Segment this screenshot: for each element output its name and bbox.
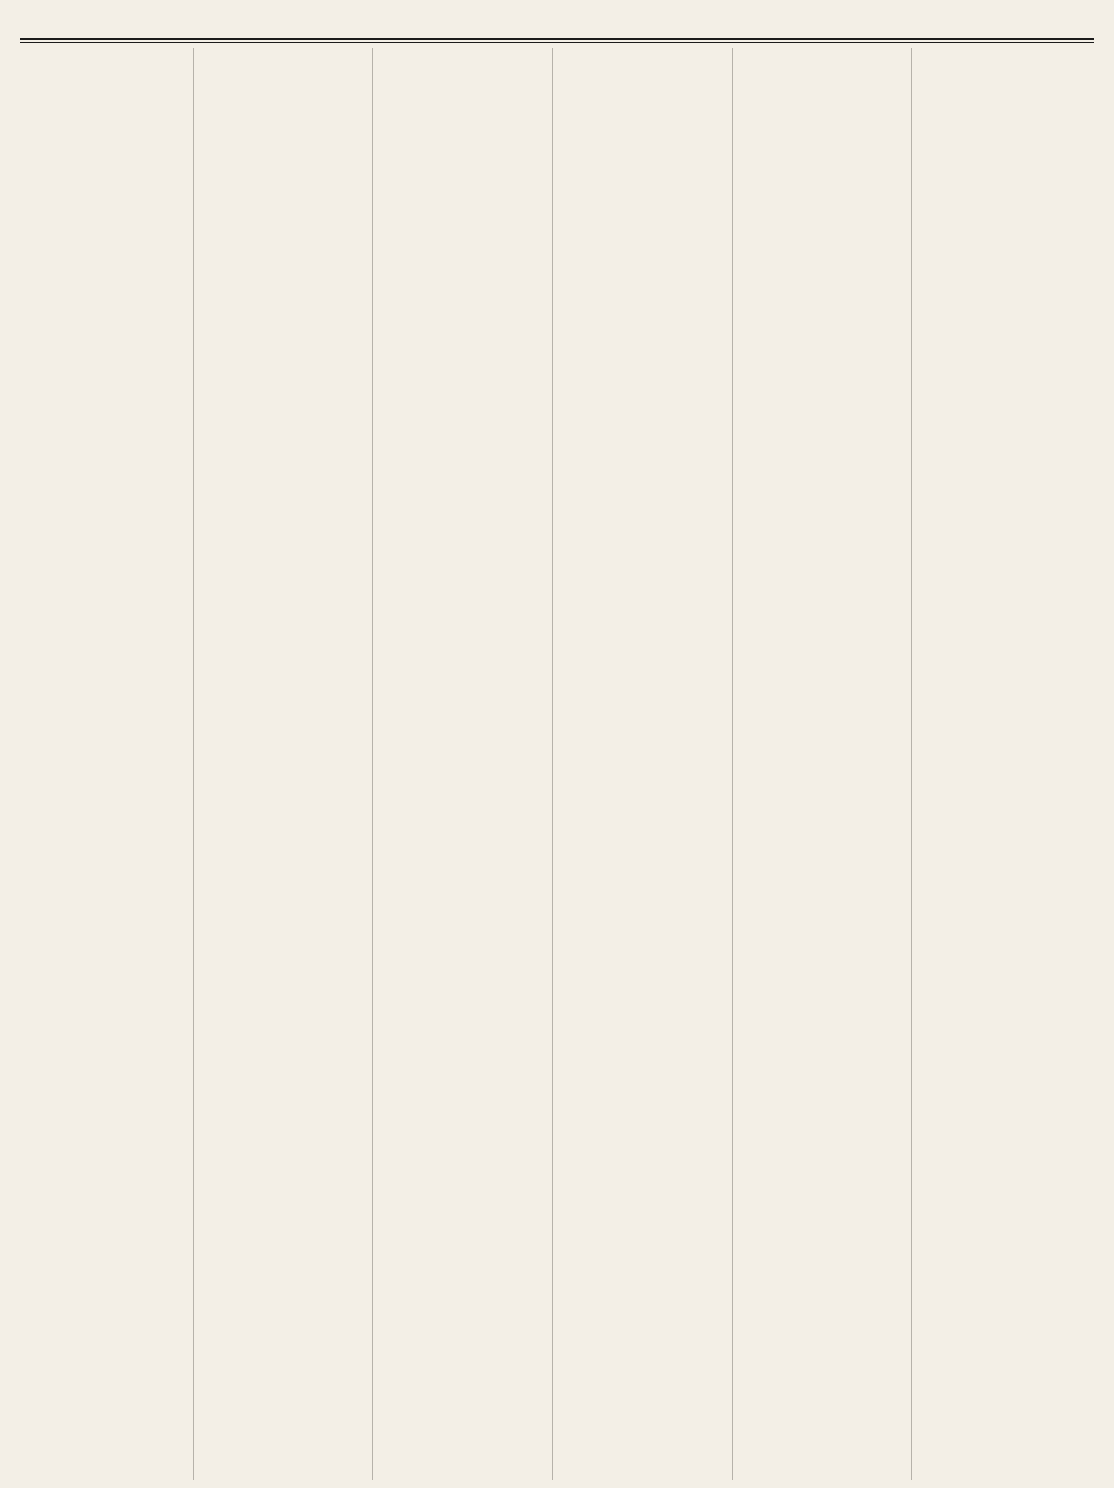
columns bbox=[24, 48, 1092, 1480]
column-6 bbox=[922, 48, 1092, 1480]
column-5 bbox=[743, 48, 913, 1480]
column-3 bbox=[383, 48, 553, 1480]
column-2 bbox=[204, 48, 374, 1480]
masthead-rule bbox=[20, 38, 1094, 40]
column-1 bbox=[24, 48, 194, 1480]
column-4 bbox=[563, 48, 733, 1480]
masthead-rule-thin bbox=[20, 42, 1094, 43]
